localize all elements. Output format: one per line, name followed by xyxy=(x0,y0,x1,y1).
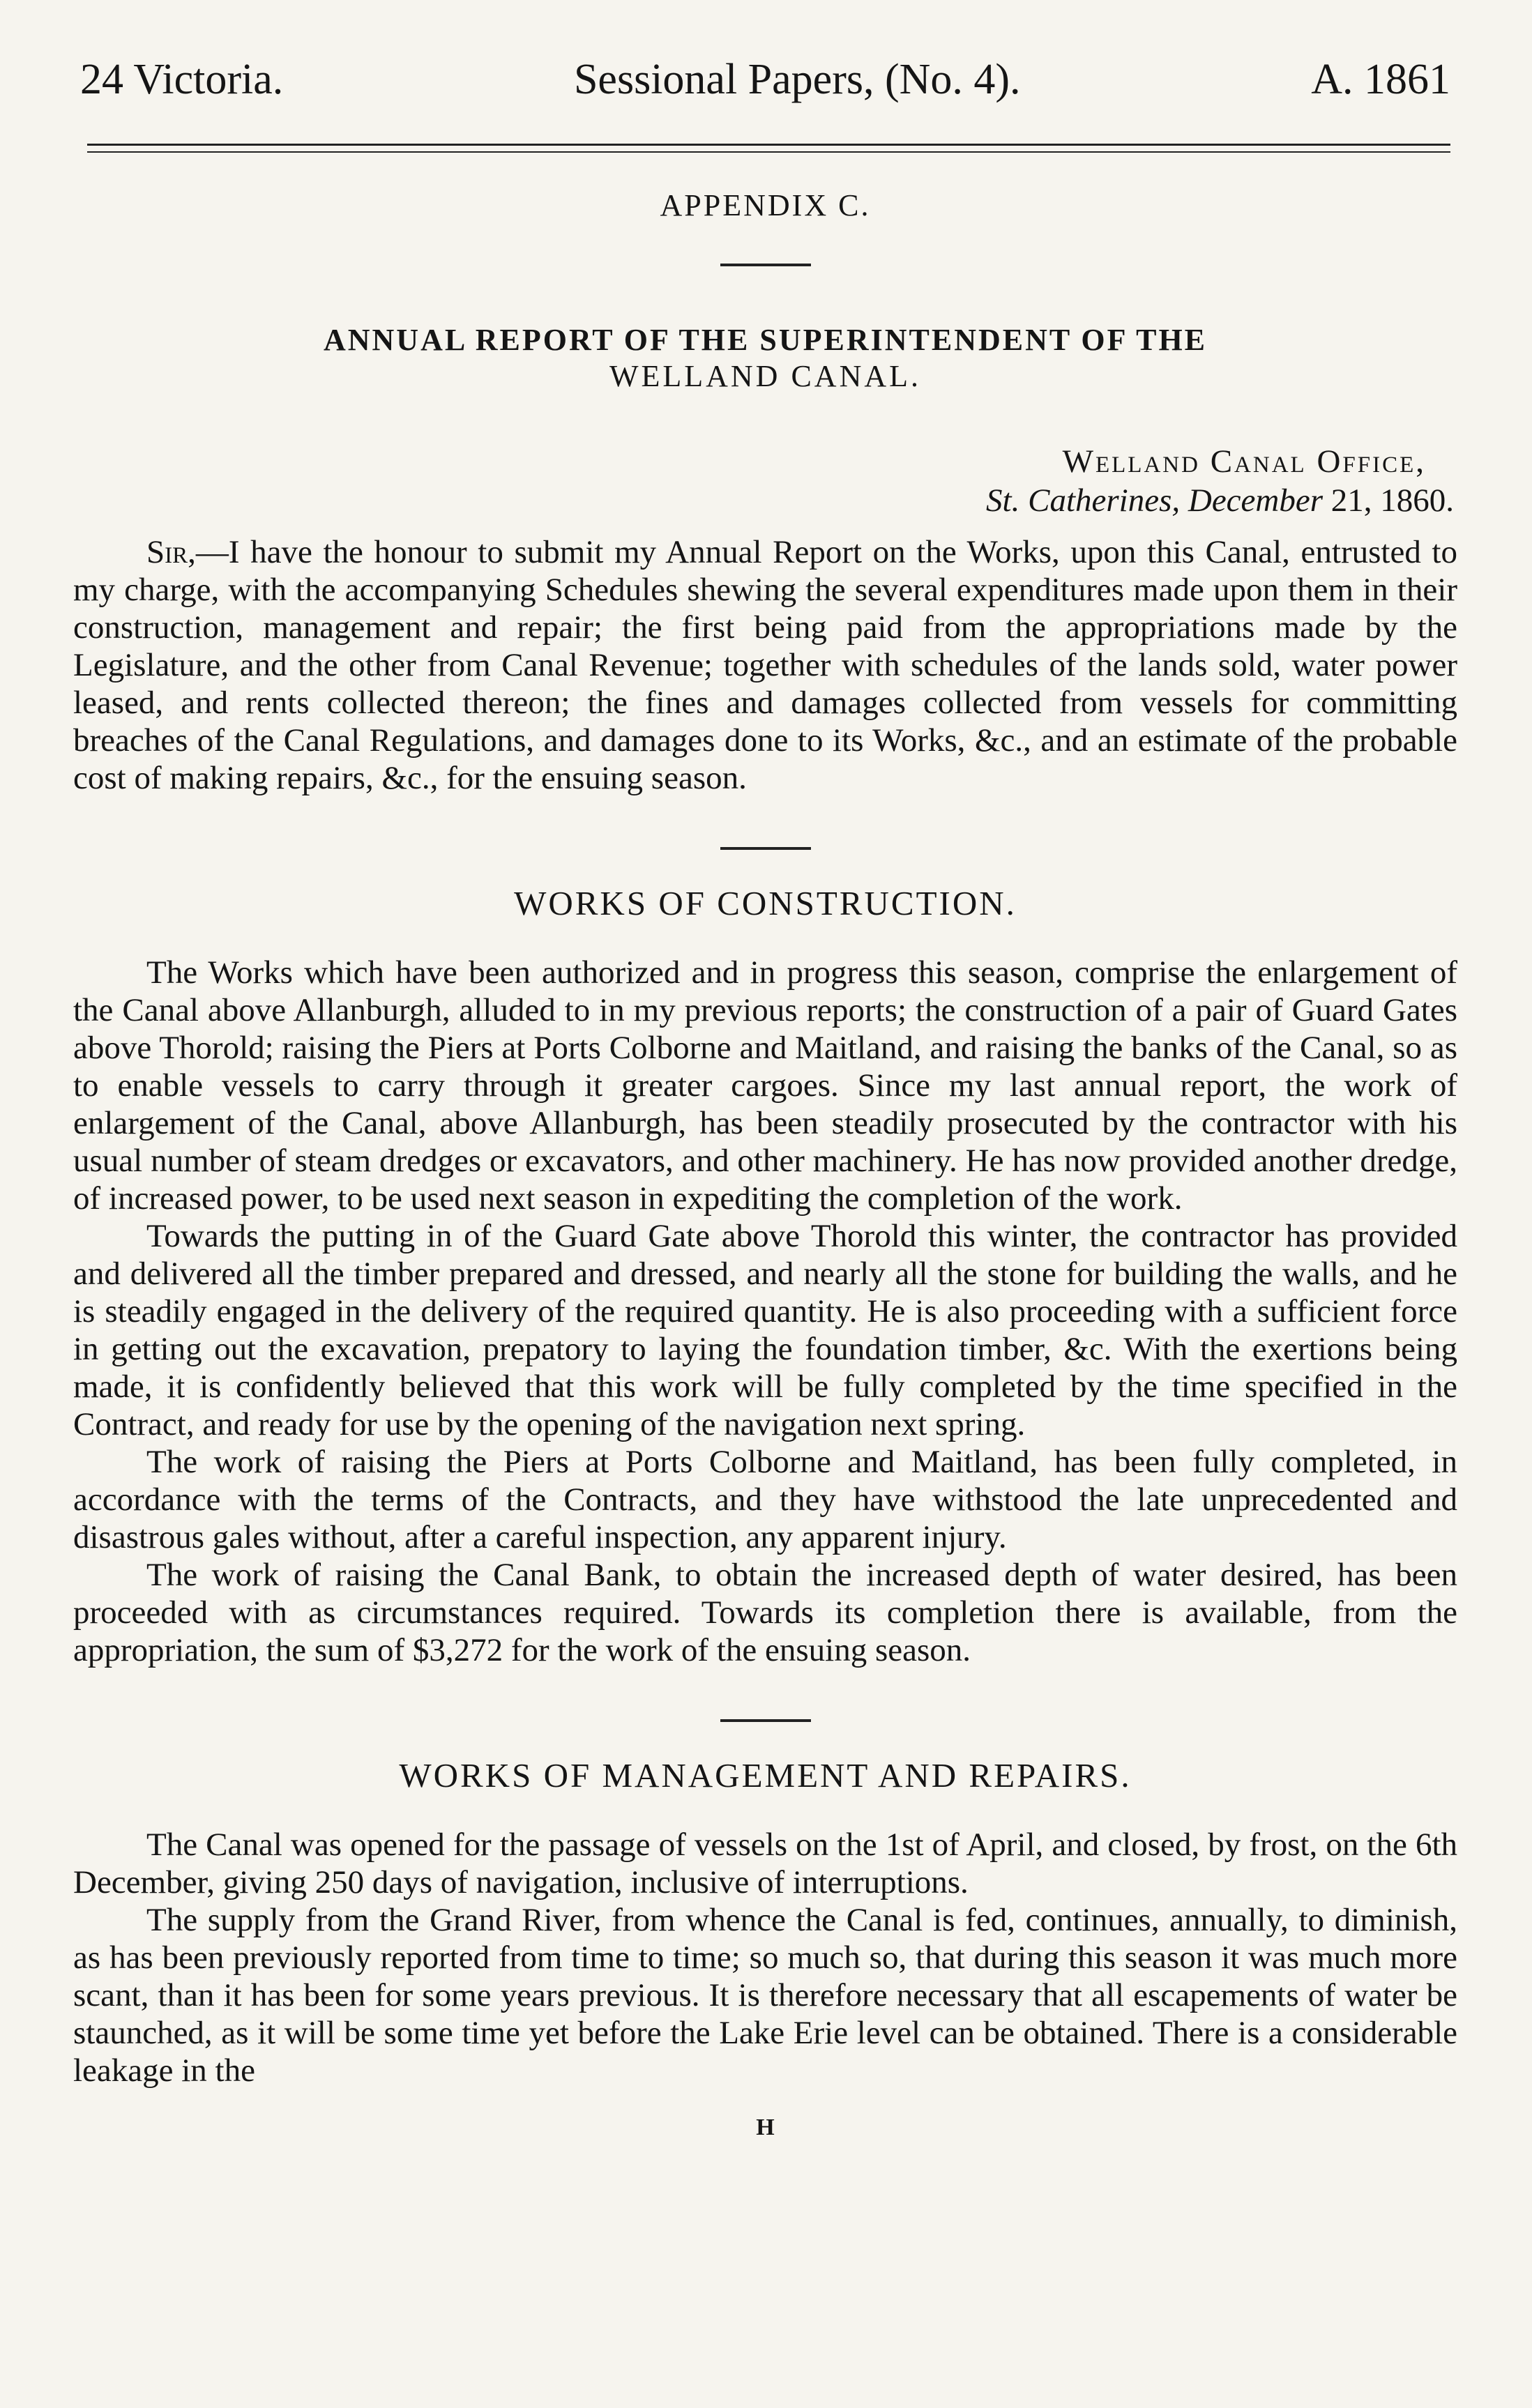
office-place: St. Catherines, December xyxy=(986,482,1323,519)
document-page xyxy=(73,56,1457,2141)
office-place-date xyxy=(73,481,1454,520)
intro-paragraph xyxy=(73,533,1457,797)
running-header xyxy=(73,56,1457,103)
management-paragraph: The supply from the Grand River, from whence the Canal is fed, continues, annually, to diminish, as has been previously reported from time to time; so much so, that during this season it was much more scant, than it has been for some years previous. It is therefore necessary that all escapements of water be staunched, as it will be some time yet before the Lake Erie level can be obtained. There is a considerable leakage in the xyxy=(73,1901,1457,2089)
header-title: Sessional Papers, (No. 4). xyxy=(573,56,1021,103)
construction-heading: WORKS OF CONSTRUCTION. xyxy=(514,883,1017,922)
office-name: Welland Canal Office, xyxy=(1062,443,1426,480)
report-title-line2: WELLAND CANAL. xyxy=(609,359,922,394)
construction-paragraph: The work of raising the Canal Bank, to obtain the increased depth of water desired, has been proceeded with as circumstances required. Towards its completion there is available, from the appropriation, the sum of $3,272 for the work of the ensuing season. xyxy=(73,1556,1457,1668)
report-title-line1: ANNUAL REPORT OF THE SUPERINTENDENT OF THE xyxy=(323,323,1208,358)
intro-text: —I have the honour to submit my Annual Report on the Works, upon this Canal, entrusted to my charge, with the accompanying Schedules shewing the several expenditures made upon them in their construction, management and repair; the first being paid from the appropriations made by the Legislature, and the other from Canal Revenue; together with schedules of the lands sold, water power leased, and rents collected thereon; the fines and damages collected from vessels for committing breaches of the Canal Regulations, and damages done to its Works, &c., and an estimate of the probable cost of making repairs, &c., for the ensuing season. xyxy=(73,533,1457,796)
management-paragraph: The Canal was opened for the passage of vessels on the 1st of April, and closed, by frost, on the 6th December, giving 250 days of navigation, inclusive of interruptions. xyxy=(73,1826,1457,1900)
signature-mark: H xyxy=(756,2114,775,2140)
construction-paragraph: The work of raising the Piers at Ports Colborne and Maitland, has been fully completed, in accordance with the terms of the Contracts, and they have withstood the late unprecedented and disastrous gales without, after a careful inspection, any apparent injury. xyxy=(73,1443,1457,1555)
letter-dateline xyxy=(73,442,1457,521)
header-double-rule xyxy=(87,144,1450,153)
construction-paragraph: The Works which have been authorized and in progress this season, comprise the enlargement of the Canal above Allanburgh, alluded to in my previous reports; the construction of a pair of Guard Gates above Thorold; raising the Piers at Ports Colborne and Maitland, and raising the banks of the Canal, so as to enable vessels to carry through it greater cargoes. Since my last annual report, the work of enlargement of the Canal, above Allanburgh, has been steadily prosecuted by the contractor with his usual number of steam dredges or excavators, and other machinery. He has now provided another dredge, of increased power, to be used next season in expediting the completion of the work. xyxy=(73,954,1457,1217)
section-divider xyxy=(720,847,811,850)
construction-paragraph: Towards the putting in of the Guard Gate above Thorold this winter, the contractor has provided and delivered all the timber prepared and dressed, and nearly all the stone for building the walls, and he is steadily engaged in the delivery of the required quantity. He is also proceeding with a sufficient force in getting out the excavation, prepatory to laying the foundation timber, &c. With the exertions being made, it is confidently believed that this work will be fully completed by the time specified in the Contract, and ready for use by the opening of the navigation next spring. xyxy=(73,1217,1457,1442)
header-year: A. 1861 xyxy=(1311,56,1450,103)
salutation: Sir, xyxy=(146,533,196,570)
section-divider xyxy=(720,1719,811,1722)
section-divider xyxy=(720,264,811,266)
appendix-heading: APPENDIX C. xyxy=(660,188,871,223)
management-heading: WORKS OF MANAGEMENT AND REPAIRS. xyxy=(399,1755,1132,1794)
session-label: 24 Victoria. xyxy=(80,56,284,103)
office-date: 21, 1860. xyxy=(1323,482,1454,519)
report-title xyxy=(73,322,1457,395)
